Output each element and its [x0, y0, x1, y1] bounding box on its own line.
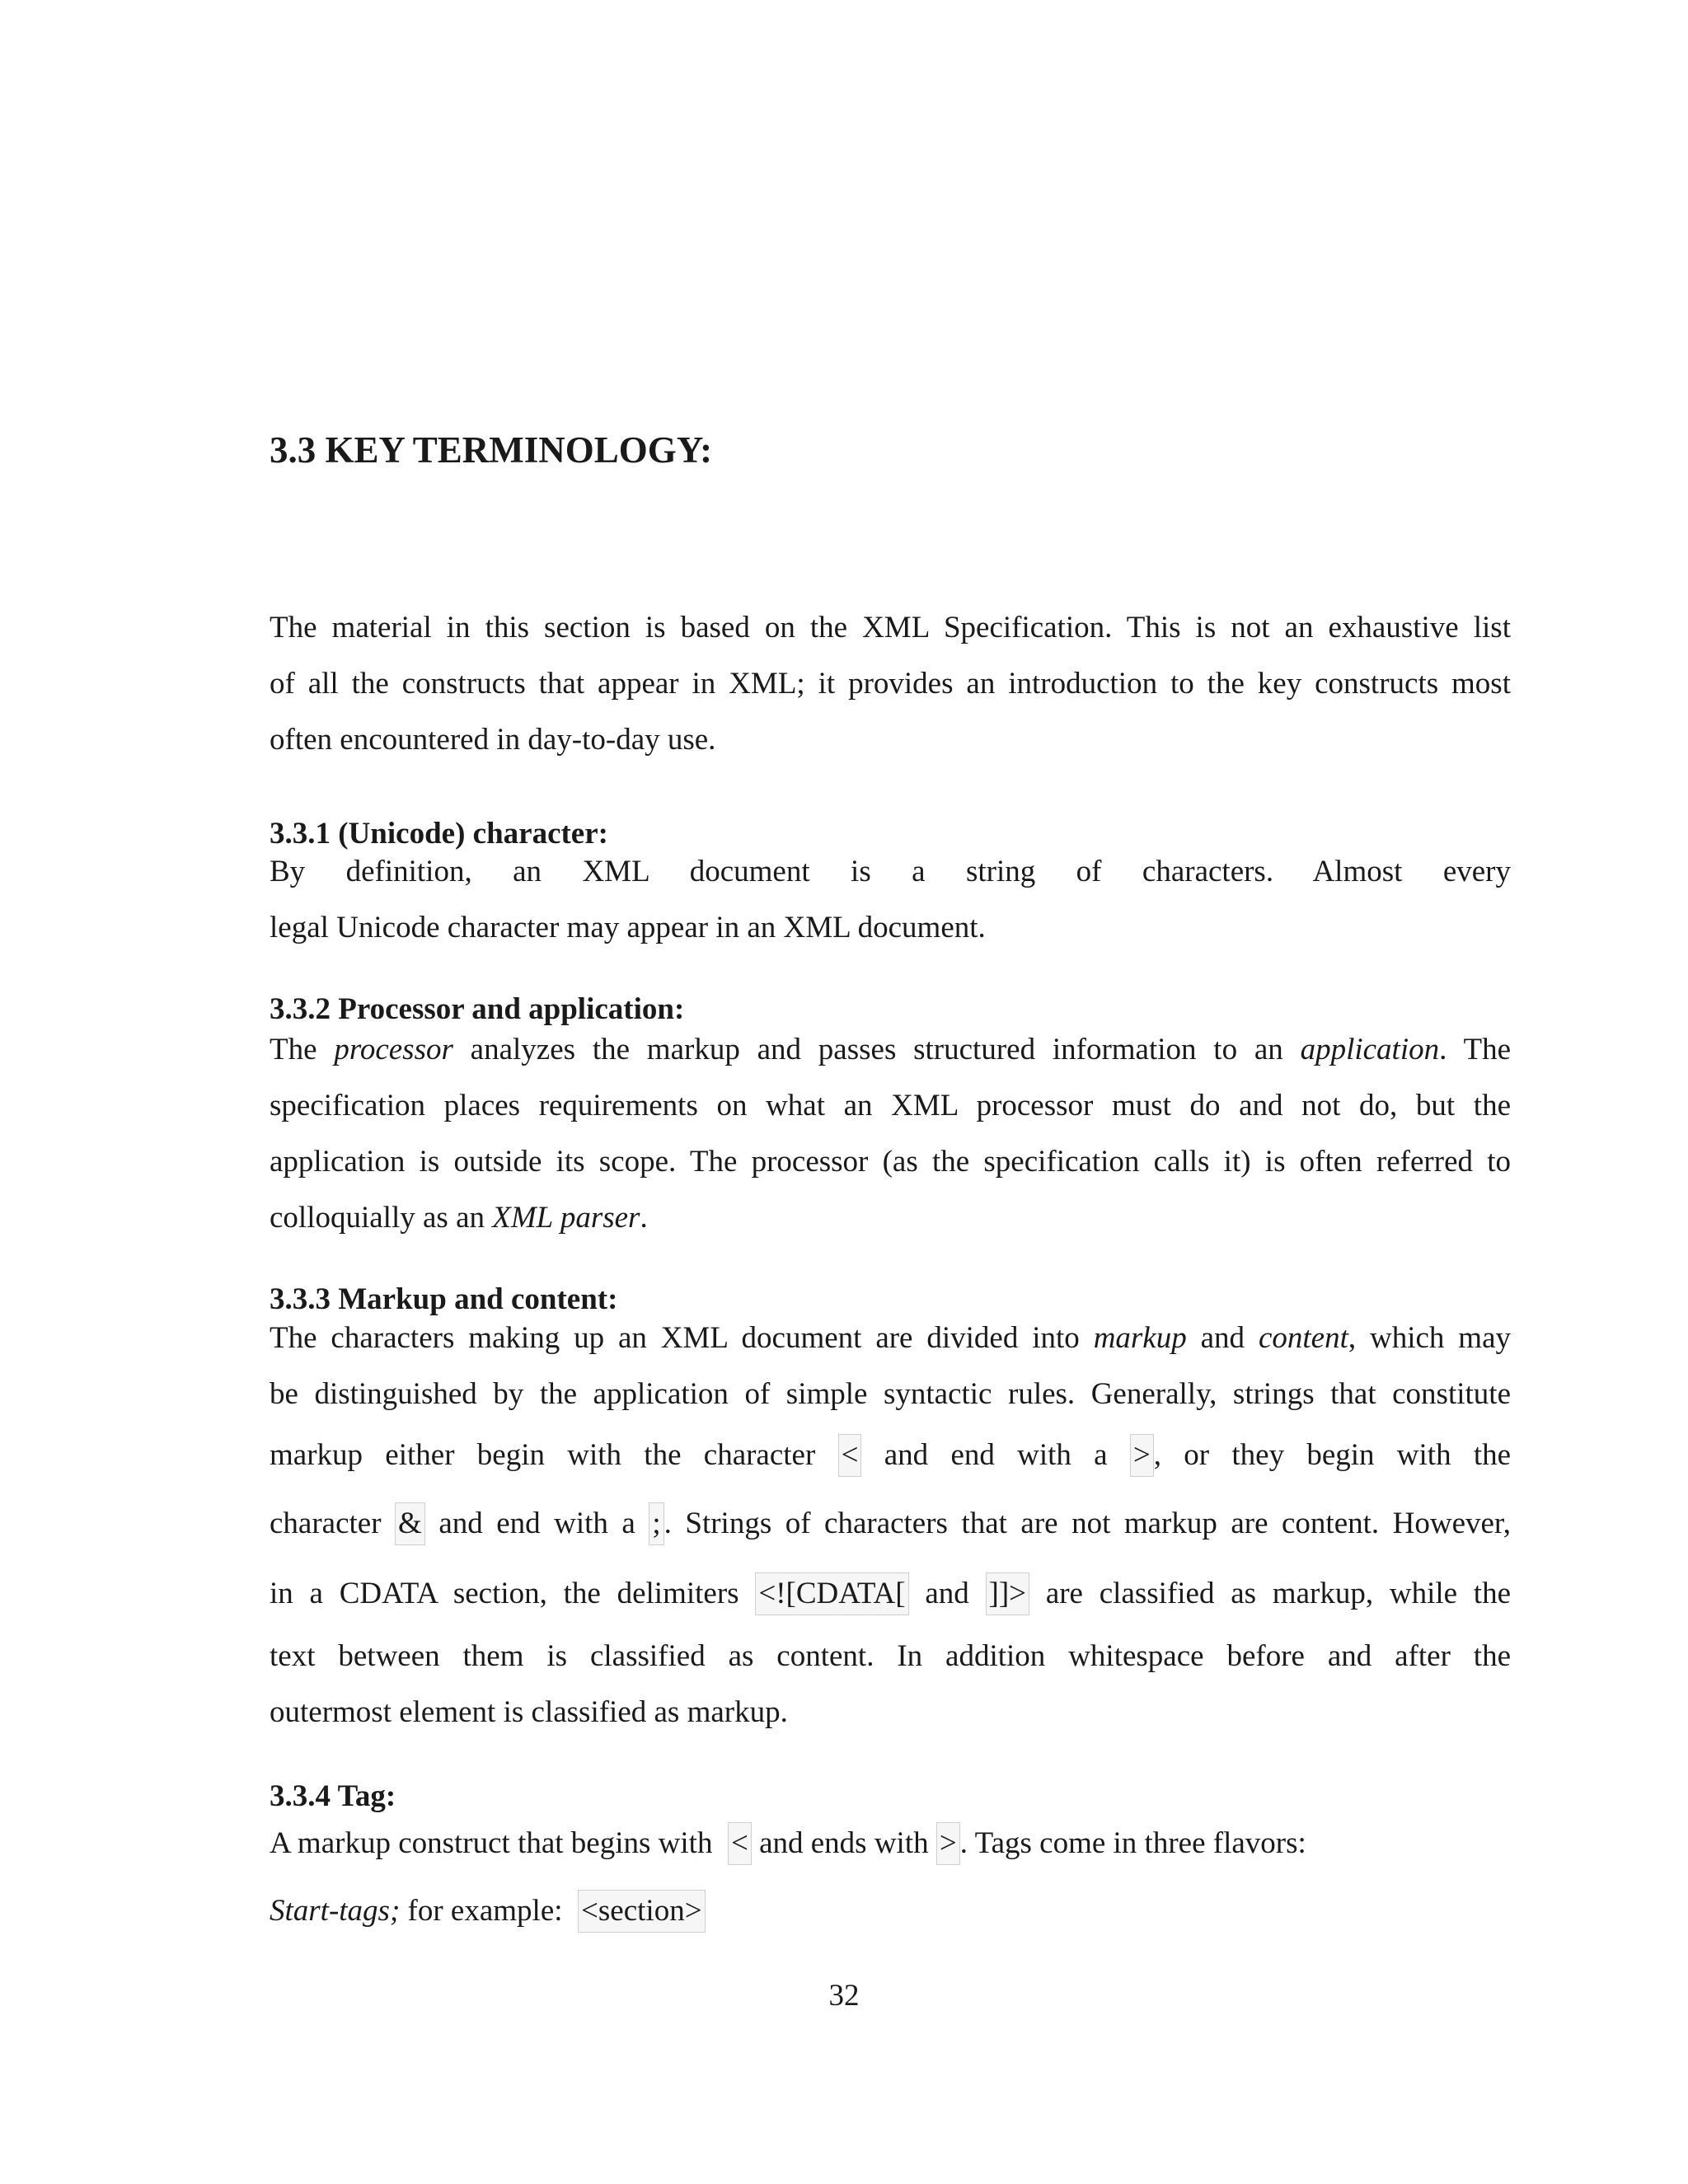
code-cdata-open: <![CDATA[ [755, 1572, 908, 1615]
term-content: content [1258, 1321, 1348, 1355]
subsection-title-processor-application: 3.3.2 Processor and application: [270, 992, 685, 1026]
intro-paragraph [270, 600, 1511, 768]
paragraph-line: outermost element is classified as markup. [270, 1695, 788, 1729]
code-cdata-close: ]]> [986, 1572, 1030, 1615]
paragraph-line: markup either begin with the character < and end with a > , or they begin with the [270, 1422, 1511, 1488]
paragraph-line: The characters making up an XML document are divided into markup and content, which may [270, 1321, 1512, 1355]
code-greater-than: > [1130, 1434, 1154, 1477]
code-ampersand: & [395, 1502, 425, 1545]
subsection-title-unicode-character: 3.3.1 (Unicode) character: [270, 817, 608, 851]
subsection-title-tag: 3.3.4 Tag: [270, 1779, 396, 1813]
paragraph-line: specification places requirements on what an XML processor must do and not do, but the [270, 1089, 1511, 1122]
term-start-tags: Start-tags; [270, 1894, 401, 1928]
processor-application-paragraph [270, 1022, 1511, 1246]
term-xml-parser: XML parser [492, 1201, 640, 1235]
code-section-tag: <section> [578, 1890, 706, 1933]
paragraph-line: A markup construct that begins with < and ends with > . Tags come in three flavors: [270, 1810, 1511, 1877]
term-application: application [1300, 1033, 1440, 1066]
markup-content-paragraph [270, 1310, 1511, 1741]
intro-line: often encountered in day-to-day use. [270, 723, 716, 757]
paragraph-line: By definition, an XML document is a string of characters. Almost every [270, 855, 1511, 888]
paragraph-line: text between them is classified as content. In addition whitespace before and after the [270, 1639, 1511, 1673]
intro-line: of all the constructs that appear in XML; it provides an introduction to the key constructs most [270, 667, 1511, 701]
code-less-than: < [728, 1822, 752, 1865]
paragraph-line: Start-tags; for example: <section> [270, 1877, 1511, 1945]
paragraph-line: character & and end with a ; . Strings of characters that are not markup are content. However, [270, 1488, 1511, 1559]
page-number: 32 [828, 1979, 860, 2013]
term-processor: processor [334, 1033, 453, 1066]
paragraph-line: be distinguished by the application of simple syntactic rules. Generally, strings that constitute [270, 1377, 1511, 1411]
term-markup: markup [1093, 1321, 1187, 1355]
code-greater-than: > [936, 1822, 960, 1865]
paragraph-line: legal Unicode character may appear in an XML document. [270, 911, 986, 944]
paragraph-line: The processor analyzes the markup and passes structured information to an application. The [270, 1033, 1512, 1066]
code-less-than: < [838, 1434, 862, 1477]
code-semicolon: ; [649, 1502, 663, 1545]
paragraph-line: in a CDATA section, the delimiters <![CDATA[ and ]]> are classified as markup, while the [270, 1559, 1511, 1629]
paragraph-line: application is outside its scope. The processor (as the specification calls it) is often referred to [270, 1145, 1511, 1179]
unicode-character-paragraph [270, 844, 1511, 956]
tag-paragraph [270, 1810, 1511, 1945]
section-heading: 3.3 KEY TERMINOLOGY: [270, 429, 713, 471]
intro-line: The material in this section is based on the XML Specification. This is not an exhaustive list [270, 611, 1511, 644]
paragraph-line: colloquially as an XML parser. [270, 1201, 648, 1235]
subsection-title-markup-content: 3.3.3 Markup and content: [270, 1282, 618, 1316]
